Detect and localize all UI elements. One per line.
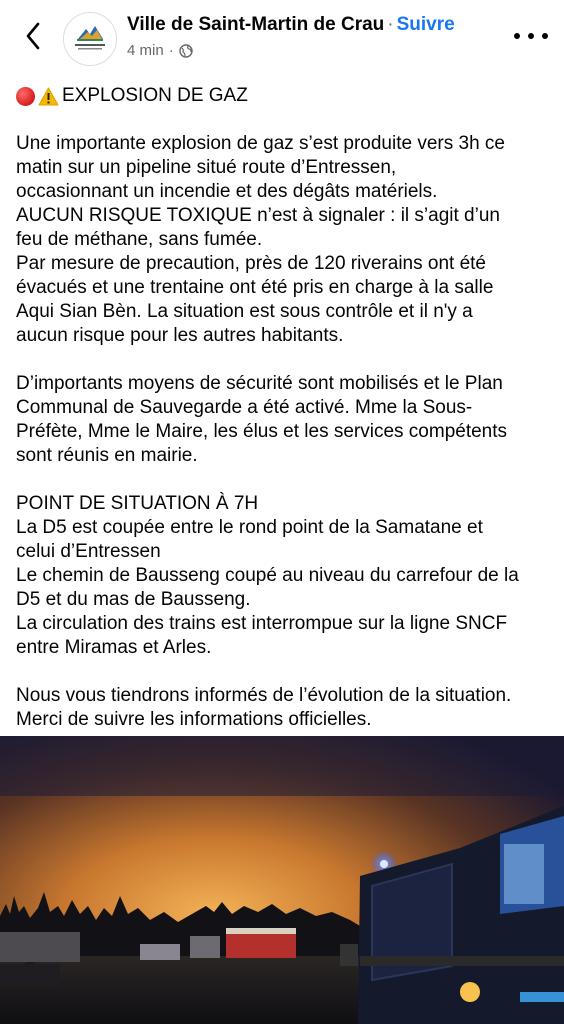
post-photo[interactable] [0, 736, 564, 1024]
text-line: D5 et du mas de Bausseng. [16, 589, 251, 610]
more-dot [514, 33, 520, 39]
paragraph-2 [16, 372, 552, 468]
warning-icon [38, 87, 59, 106]
follow-button[interactable]: Suivre [396, 14, 455, 35]
post-body [16, 84, 552, 732]
post-header [0, 0, 564, 78]
text-line: La circulation des trains est interrompue sur la ligne SNCF [16, 613, 508, 634]
text-line: celui d’Entressen [16, 541, 161, 562]
red-circle-icon [16, 87, 35, 106]
text-line: feu de méthane, sans fumée. [16, 229, 263, 250]
chevron-left-icon [25, 22, 41, 50]
page-name[interactable]: Ville de Saint-Martin de Crau [127, 14, 385, 35]
back-button[interactable] [18, 18, 48, 54]
text-line: Merci de suivre les informations officielles. [16, 709, 372, 730]
spacer [16, 660, 552, 684]
city-logo [64, 13, 116, 65]
text-line: sont réunis en mairie. [16, 445, 198, 466]
text-line: Aqui Sian Bèn. La situation est sous contrôle et il n'y a [16, 301, 473, 322]
paragraph-1 [16, 132, 552, 348]
globe-icon [179, 44, 193, 58]
paragraph-3 [16, 492, 552, 660]
text-line: Communal de Sauvegarde a été activé. Mme la Sous- [16, 397, 473, 418]
text-line: La D5 est coupée entre le rond point de la Samatane et [16, 517, 483, 538]
text-line: évacués et une trentaine ont été pris en charge à la salle [16, 277, 494, 298]
separator: · [387, 14, 394, 35]
more-dot [528, 33, 534, 39]
night-fire-scene [0, 736, 564, 1024]
more-options-button[interactable] [514, 24, 548, 48]
text-line: aucun risque pour les autres habitants. [16, 325, 344, 346]
text-line: Par mesure de precaution, près de 120 riverains ont été [16, 253, 486, 274]
text-line: matin sur un pipeline situé route d’Entressen, [16, 157, 397, 178]
text-line: D’importants moyens de sécurité sont mobilisés et le Plan [16, 373, 503, 394]
post-meta [127, 42, 193, 59]
page-name-row [127, 14, 455, 36]
spacer [16, 348, 552, 372]
text-line: entre Miramas et Arles. [16, 637, 212, 658]
text-line: Une importante explosion de gaz s’est produite vers 3h ce [16, 133, 505, 154]
spacer [16, 108, 552, 132]
text-line: occasionnant un incendie et des dégâts matériels. [16, 181, 438, 202]
text-line: AUCUN RISQUE TOXIQUE n’est à signaler : il s’agit d’un [16, 205, 500, 226]
text-line: POINT DE SITUATION À 7H [16, 493, 259, 514]
text-line: Préfète, Mme le Maire, les élus et les services compétents [16, 421, 508, 442]
more-dot [542, 33, 548, 39]
post-time[interactable]: 4 min [127, 42, 164, 59]
text-line: Le chemin de Bausseng coupé au niveau du carrefour de la [16, 565, 519, 586]
post-title: EXPLOSION DE GAZ [62, 85, 248, 106]
spacer [16, 468, 552, 492]
meta-separator: · [168, 42, 174, 59]
text-line: Nous vous tiendrons informés de l’évolution de la situation. [16, 685, 512, 706]
page-avatar[interactable] [63, 12, 117, 66]
post-title-line [16, 84, 552, 108]
paragraph-4 [16, 684, 552, 732]
